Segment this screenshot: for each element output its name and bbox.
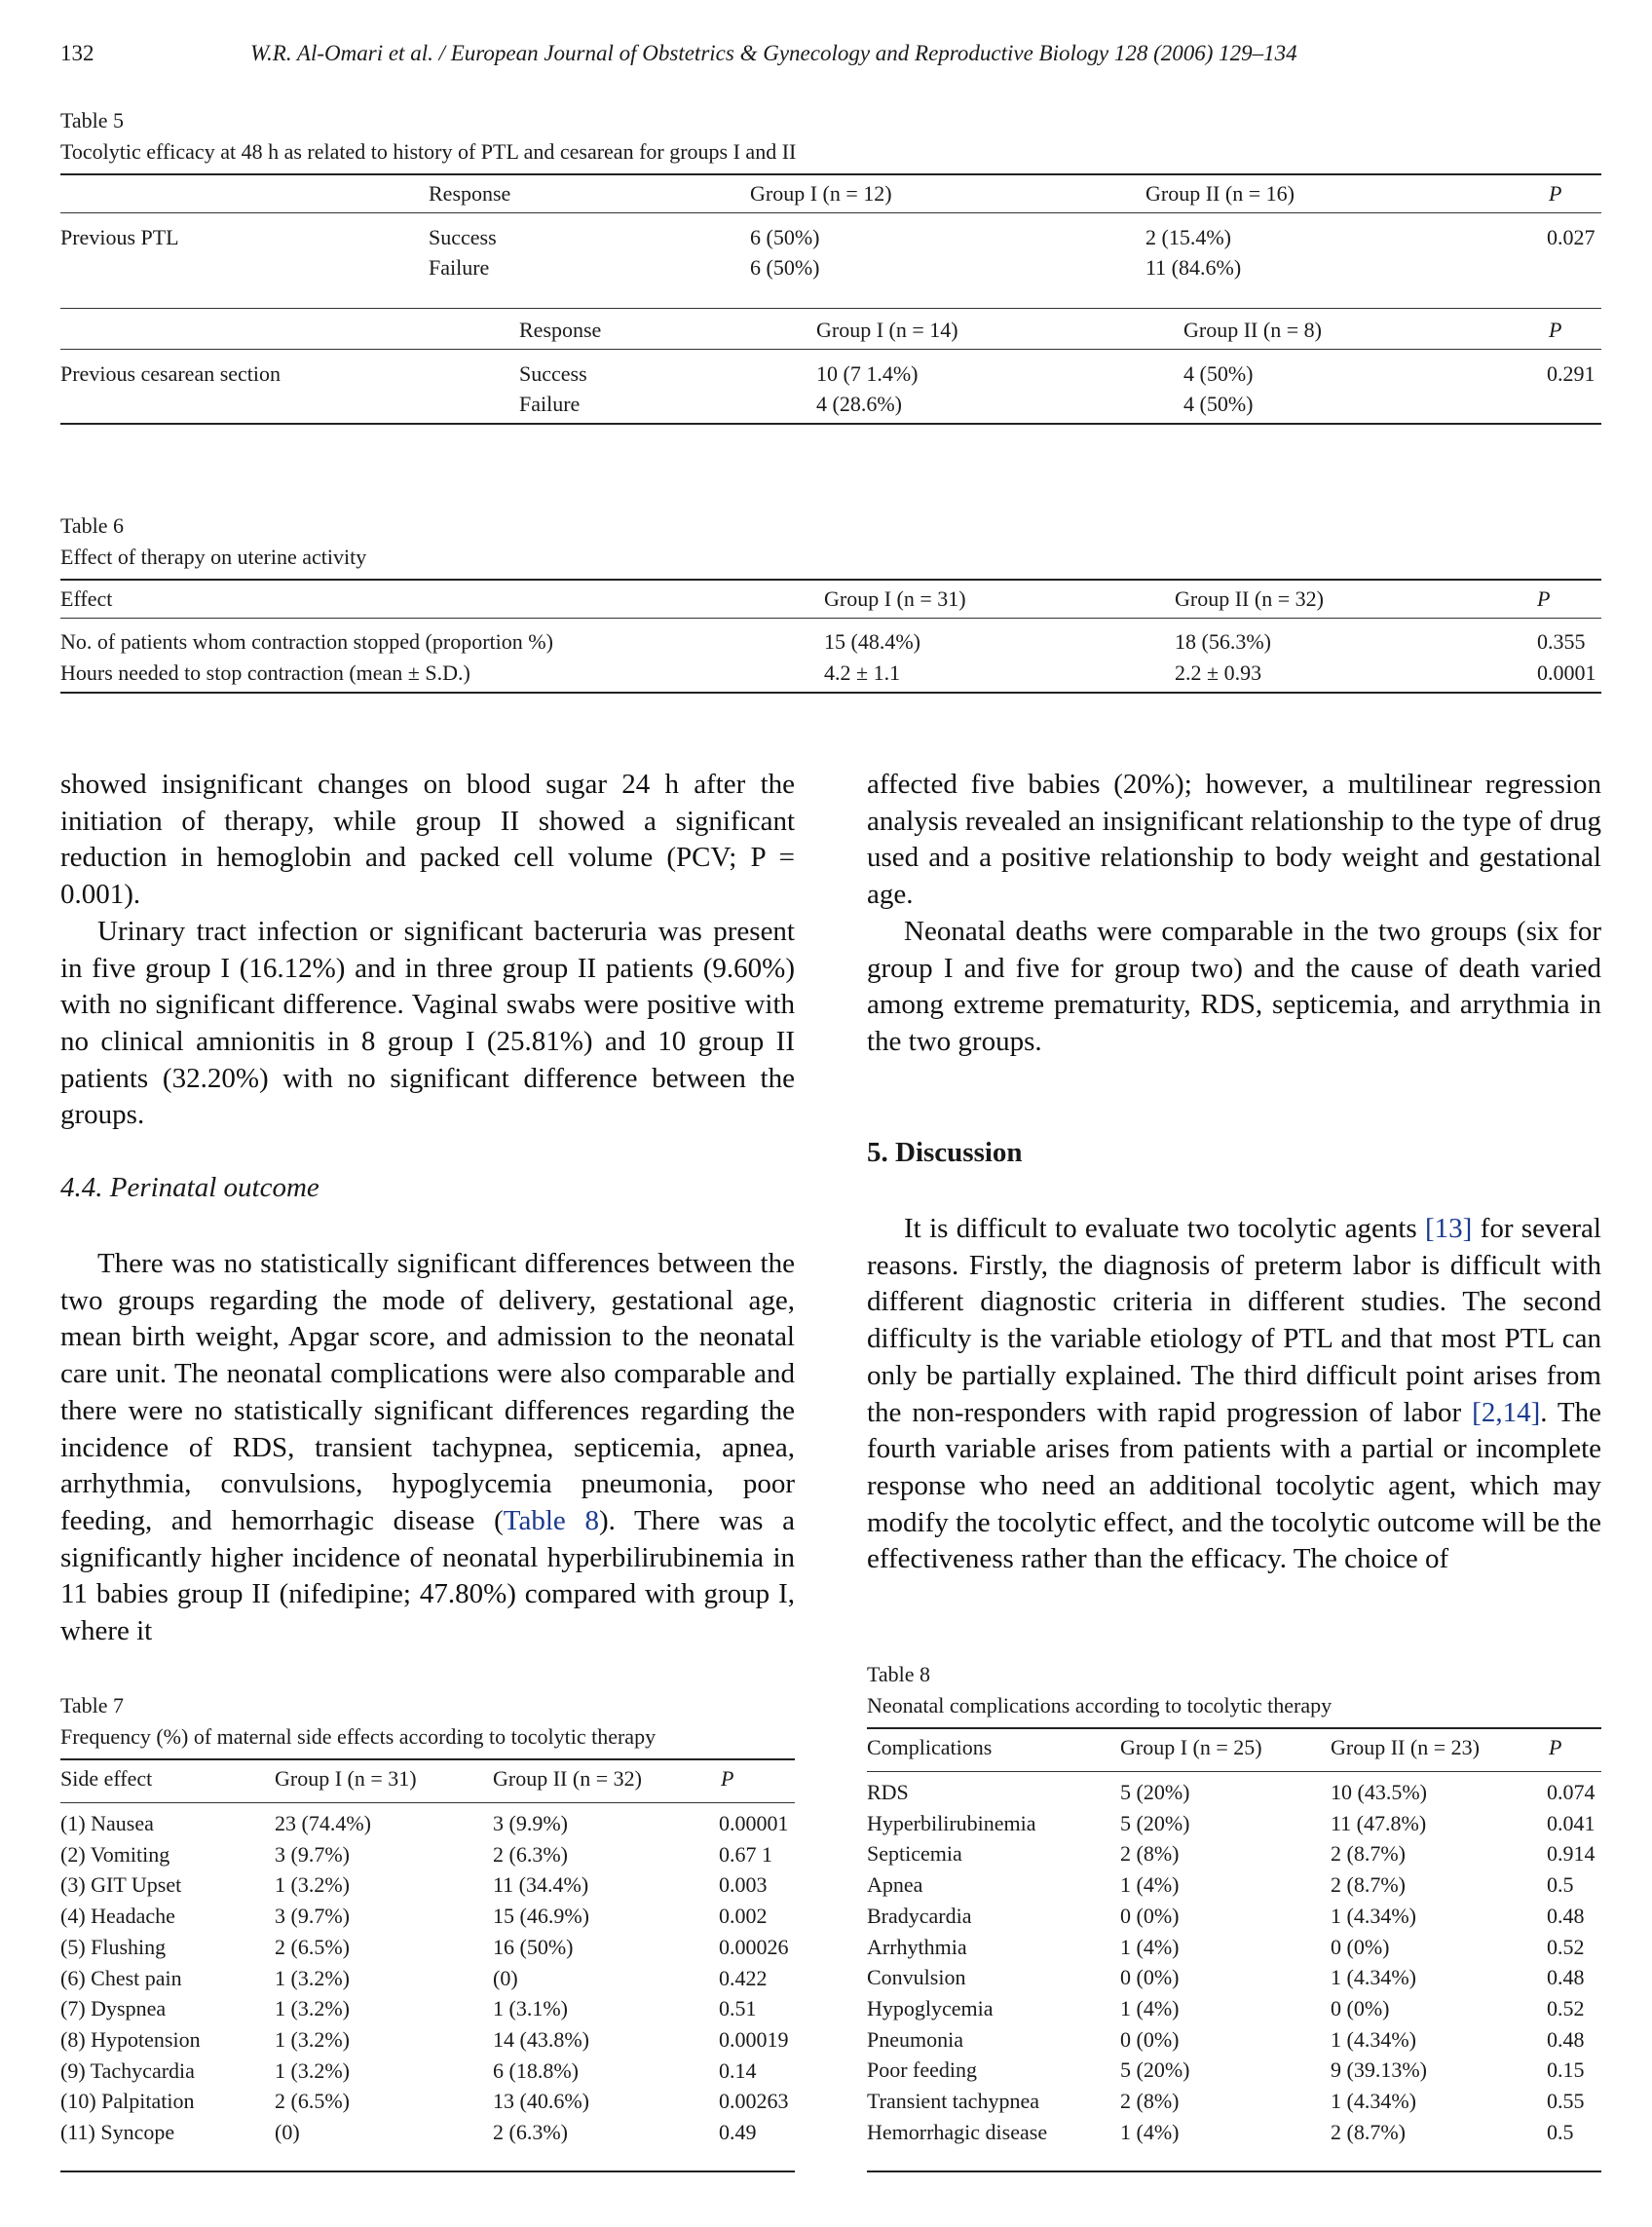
table8-row-label: Septicemia	[867, 1841, 962, 1867]
table7-p-value: 0.00001	[719, 1811, 789, 1835]
table8-row-label: RDS	[867, 1780, 909, 1804]
table7-row-label: (7) Dyspnea	[60, 1996, 167, 2021]
table5-p-value: 0.027	[1547, 225, 1596, 249]
table5-response: Success	[519, 361, 587, 386]
table7-cell: 1 (3.2%)	[275, 2026, 350, 2052]
table5-cell: 4 (50%)	[1183, 361, 1254, 386]
table7-cell: (0)	[275, 2120, 300, 2144]
table6-bottom-rule	[60, 692, 1601, 694]
table8-col-group1: Group I (n = 25)	[1120, 1735, 1262, 1759]
table7-cell: 2 (6.5%)	[275, 2089, 350, 2114]
table8-col-group2: Group II (n = 23)	[1331, 1735, 1480, 1759]
table5-p-value: 0.291	[1547, 361, 1596, 386]
table7-p-value: 0.14	[719, 2057, 757, 2083]
table7-cell: 1 (3.2%)	[275, 1996, 350, 2021]
table6-header-rule	[60, 618, 1601, 619]
table7-cell: 16 (50%)	[493, 1934, 574, 1959]
table5-caption: Tocolytic efficacy at 48 h as related to history of PTL and cesarean for groups I and II	[60, 139, 797, 164]
table7-cell: 2 (6.5%)	[275, 1934, 350, 1959]
table8-p-value: 0.5	[1547, 1872, 1574, 1898]
table7-cell: 1 (3.2%)	[275, 1872, 350, 1898]
table7-row-label: (6) Chest pain	[60, 1965, 182, 1990]
table7-row-label: (5) Flushing	[60, 1934, 167, 1959]
table8-cell: 1 (4%)	[1120, 1934, 1180, 1959]
reference-link-13[interactable]: [13]	[1425, 1213, 1473, 1244]
table8-bottom-rule	[867, 2170, 1601, 2172]
table7-cell: 23 (74.4%)	[275, 1811, 371, 1835]
table8-cell: 1 (4.34%)	[1331, 2026, 1416, 2052]
table7-col-side-effect: Side effect	[60, 1766, 153, 1791]
table8-row-label: Hemorrhagic disease	[867, 2119, 1048, 2144]
table8-header-rule	[867, 1771, 1601, 1772]
table7-header-rule	[60, 1802, 795, 1803]
table5-row-label-ptl: Previous PTL	[60, 225, 179, 249]
table7-cell: 14 (43.8%)	[493, 2026, 589, 2052]
table7-p-value: 0.00026	[719, 1934, 789, 1959]
table8-row-label: Bradycardia	[867, 1903, 972, 1928]
table5-header-rule	[60, 349, 1601, 350]
table8-row-label: Apnea	[867, 1872, 923, 1898]
table5-col-p: P	[1549, 181, 1562, 206]
table8-col-complications: Complications	[867, 1735, 993, 1759]
paragraph: showed insignificant changes on blood sugar 24 h after the initiation of therapy, while group II showed a significant reduction in hemoglobin and packed cell volume (PCV; P = 0.001).	[60, 769, 795, 911]
table8-cell: 11 (47.8%)	[1331, 1810, 1427, 1835]
table7-cell: 3 (9.9%)	[493, 1811, 568, 1835]
table5-response: Failure	[429, 255, 490, 280]
table8-p-value: 0.15	[1547, 2057, 1585, 2083]
left-column-text-top	[60, 767, 795, 1134]
table7-row-label: (4) Headache	[60, 1904, 175, 1929]
table8-row-label: Poor feeding	[867, 2057, 978, 2083]
table6-top-rule	[60, 579, 1601, 581]
table7-p-value: 0.422	[719, 1965, 768, 1990]
table5-top-rule	[60, 173, 1601, 175]
table5-col-response: Response	[519, 318, 602, 342]
table8-p-value: 0.48	[1547, 1903, 1585, 1928]
table5-col-response: Response	[429, 181, 511, 206]
table8-cell: 1 (4.34%)	[1331, 1903, 1416, 1928]
table5-row-label-cesarean: Previous cesarean section	[60, 361, 282, 386]
table7-p-value: 0.67 1	[719, 1841, 772, 1867]
table7-top-rule	[60, 1758, 795, 1760]
paragraph: Urinary tract infection or significant bacteruria was present in five group I (16.12%) and in three group II patients (9.60%) with no significant difference. Vaginal swabs were positive with no clinical amnionitis in 8 group I (25.81%) and 10 group II patients (32.20%) with no significant difference between the groups.	[60, 915, 795, 1131]
table6-col-p: P	[1537, 586, 1551, 611]
table6-p-value: 0.355	[1537, 629, 1586, 654]
table7-cell: 1 (3.2%)	[275, 2057, 350, 2083]
table7-p-value: 0.51	[719, 1996, 757, 2021]
paragraph: affected five babies (20%); however, a multilinear regression analysis revealed an insignificant relationship to the type of drug used and a positive relationship to body weight and gestational age.	[867, 769, 1601, 911]
table5-cell: 11 (84.6%)	[1145, 255, 1242, 280]
table7-cell: 1 (3.2%)	[275, 1965, 350, 1990]
table7-cell: 13 (40.6%)	[493, 2089, 589, 2114]
table7-cell: 2 (6.3%)	[493, 1841, 568, 1867]
table6-caption: Effect of therapy on uterine activity	[60, 545, 367, 569]
table7-p-value: 0.003	[719, 1872, 768, 1898]
table5-col-group2: Group II (n = 16)	[1145, 181, 1295, 206]
section-heading-discussion: 5. Discussion	[867, 1137, 1023, 1168]
table8-top-rule	[867, 1727, 1601, 1729]
table8-row-label: Arrhythmia	[867, 1934, 967, 1959]
table7-row-label: (10) Palpitation	[60, 2089, 195, 2114]
table8-cell: 5 (20%)	[1120, 1810, 1190, 1835]
table6-cell: 4.2 ± 1.1	[824, 661, 901, 685]
table8-p-value: 0.914	[1547, 1841, 1596, 1867]
table5-cell: 4 (50%)	[1183, 392, 1254, 416]
table8-cell: 5 (20%)	[1120, 2057, 1190, 2083]
table7-bottom-rule	[60, 2170, 795, 2172]
table5-cell: 6 (50%)	[750, 225, 820, 249]
table8-cell: 1 (4%)	[1120, 1872, 1180, 1898]
table5-cell: 6 (50%)	[750, 255, 820, 280]
table8-cell: 0 (0%)	[1120, 2026, 1180, 2052]
table8-row-label: Transient tachypnea	[867, 2089, 1039, 2113]
table8-p-value: 0.074	[1547, 1780, 1596, 1804]
left-column-text-bottom	[60, 1246, 795, 1650]
table8-p-value: 0.48	[1547, 2026, 1585, 2052]
table8-p-value: 0.55	[1547, 2089, 1585, 2113]
table6-cell: 18 (56.3%)	[1175, 629, 1271, 654]
table5-col-group1: Group I (n = 12)	[750, 181, 892, 206]
table6-cell: 15 (48.4%)	[824, 629, 920, 654]
table7-row-label: (9) Tachycardia	[60, 2057, 195, 2083]
table8-cell: 1 (4.34%)	[1331, 1965, 1416, 1990]
right-column-text-bottom	[867, 1211, 1601, 1578]
table7-p-value: 0.00263	[719, 2089, 789, 2114]
page-number: 132	[60, 41, 94, 65]
table8-row-label: Hypoglycemia	[867, 1995, 994, 2020]
table5-col-p: P	[1549, 318, 1562, 342]
table5-col-group1: Group I (n = 14)	[816, 318, 958, 342]
table7-cell: 1 (3.1%)	[493, 1996, 568, 2021]
table5-label: Table 5	[60, 108, 125, 132]
journal-citation: W.R. Al-Omari et al. / European Journal of Obstetrics & Gynecology and Reproductive Biology 128 (2006) 129–134	[250, 41, 1297, 65]
table8-cell: 2 (8%)	[1120, 1841, 1180, 1867]
table7-cell: 6 (18.8%)	[493, 2057, 579, 2083]
table8-row-label: Convulsion	[867, 1965, 966, 1990]
paragraph: Neonatal deaths were comparable in the two groups (six for group I and five for group two) and the cause of death varied among extreme prematurity, RDS, septicemia, and arrythmia in the two groups.	[867, 915, 1601, 1057]
table7-label: Table 7	[60, 1693, 125, 1717]
table5-header-rule	[60, 212, 1601, 213]
table8-cell: 0 (0%)	[1120, 1903, 1180, 1928]
table7-p-value: 0.002	[719, 1904, 768, 1929]
table8-p-value: 0.5	[1547, 2119, 1574, 2144]
table8-cell: 2 (8%)	[1120, 2089, 1180, 2113]
table8-p-value: 0.52	[1547, 1934, 1585, 1959]
table8-cell: 1 (4%)	[1120, 1995, 1180, 2020]
table8-p-value: 0.52	[1547, 1995, 1585, 2020]
table6-label: Table 6	[60, 513, 125, 538]
table8-p-value: 0.041	[1547, 1810, 1596, 1835]
table5-cell: 2 (15.4%)	[1145, 225, 1231, 249]
table5-cell: 10 (7 1.4%)	[816, 361, 919, 386]
table8-row-label: Pneumonia	[867, 2026, 963, 2052]
table5-response: Failure	[519, 392, 581, 416]
reference-link-2-14[interactable]: [2,14]	[1472, 1396, 1541, 1428]
table8-cell: 1 (4%)	[1120, 2119, 1180, 2144]
table5-bottom-rule	[60, 423, 1601, 425]
table6-col-effect: Effect	[60, 586, 113, 611]
table7-row-label: (1) Nausea	[60, 1811, 154, 1835]
table6-row-label: Hours needed to stop contraction (mean ± S.D.)	[60, 661, 470, 685]
table7-col-group2: Group II (n = 32)	[493, 1766, 642, 1791]
table7-caption: Frequency (%) of maternal side effects according to tocolytic therapy	[60, 1724, 657, 1749]
table7-cell: 3 (9.7%)	[275, 1841, 350, 1867]
table7-col-p: P	[721, 1766, 734, 1791]
table7-row-label: (2) Vomiting	[60, 1841, 170, 1867]
table8-cell: 1 (4.34%)	[1331, 2089, 1416, 2113]
table7-cell: 15 (46.9%)	[493, 1904, 589, 1929]
table8-cell: 0 (0%)	[1120, 1965, 1180, 1990]
table7-col-group1: Group I (n = 31)	[275, 1766, 417, 1791]
table7-cell: 2 (6.3%)	[493, 2120, 568, 2144]
table5-col-group2: Group II (n = 8)	[1183, 318, 1322, 342]
table5-cell: 4 (28.6%)	[816, 392, 902, 416]
right-column-text-top	[867, 767, 1601, 1061]
table7-cell: 3 (9.7%)	[275, 1904, 350, 1929]
table7-cell: 11 (34.4%)	[493, 1872, 589, 1898]
table8-col-p: P	[1549, 1735, 1562, 1759]
table5-response: Success	[429, 225, 497, 249]
table7-p-value: 0.49	[719, 2120, 757, 2144]
table6-cell: 2.2 ± 0.93	[1175, 661, 1262, 685]
table8-cell: 2 (8.7%)	[1331, 1872, 1406, 1898]
table6-row-label: No. of patients whom contraction stopped (proportion %)	[60, 629, 553, 654]
table8-caption: Neonatal complications according to tocolytic therapy	[867, 1693, 1333, 1717]
paragraph: It is difficult to evaluate two tocolytic agents [13] for several reasons. Firstly, the diagnosis of preterm labor is difficult with different diagnostic criteria in different studies. The second difficulty is the variable etiology of PTL and that most PTL can only be partially explained. The third difficult point arises from the non-responders with rapid progression of labor [2,14]. The fourth variable arises from patients with a partial or incomplete response who need an additional tocolytic agent, which may modify the tocolytic effect, and the tocolytic outcome will be the effectiveness rather than the efficacy. The choice of	[867, 1213, 1602, 1575]
table6-col-group1: Group I (n = 31)	[824, 586, 966, 611]
table7-cell: (0)	[493, 1965, 518, 1990]
table8-row-label: Hyperbilirubinemia	[867, 1810, 1036, 1835]
table7-row-label: (8) Hypotension	[60, 2026, 201, 2052]
table7-row-label: (3) GIT Upset	[60, 1872, 182, 1898]
table5-mid-rule	[60, 308, 1601, 309]
table8-p-value: 0.48	[1547, 1965, 1585, 1990]
table6-p-value: 0.0001	[1537, 661, 1596, 685]
table8-cell: 2 (8.7%)	[1331, 2119, 1406, 2144]
table8-cell: 5 (20%)	[1120, 1780, 1190, 1804]
table8-reference-link[interactable]: Table 8	[503, 1504, 599, 1536]
table7-row-label: (11) Syncope	[60, 2120, 175, 2144]
table7-p-value: 0.00019	[719, 2026, 789, 2052]
table8-cell: 10 (43.5%)	[1331, 1780, 1427, 1804]
table8-cell: 0 (0%)	[1331, 1934, 1390, 1959]
paragraph: There was no statistically significant differences between the two groups regarding the mode of delivery, gestational age, mean birth weight, Apgar score, and admission to the neonatal care unit. The neonatal complications were also comparable and there were no statistically significant differences regarding the incidence of RDS, transient tachypnea, septicemia, apnea, arrhythmia, convulsions, hypoglycemia pneumonia, poor feeding, and hemorrhagic disease (Table 8). There was a significantly higher incidence of neonatal hyperbilirubinemia in 11 babies group II (nifedipine; 47.80%) compared with group I, where it	[60, 1248, 795, 1647]
table8-cell: 9 (39.13%)	[1331, 2057, 1427, 2083]
table8-cell: 2 (8.7%)	[1331, 1841, 1406, 1867]
section-heading-perinatal: 4.4. Perinatal outcome	[60, 1172, 319, 1203]
table8-label: Table 8	[867, 1662, 931, 1686]
table6-col-group2: Group II (n = 32)	[1175, 586, 1324, 611]
table8-cell: 0 (0%)	[1331, 1995, 1390, 2020]
